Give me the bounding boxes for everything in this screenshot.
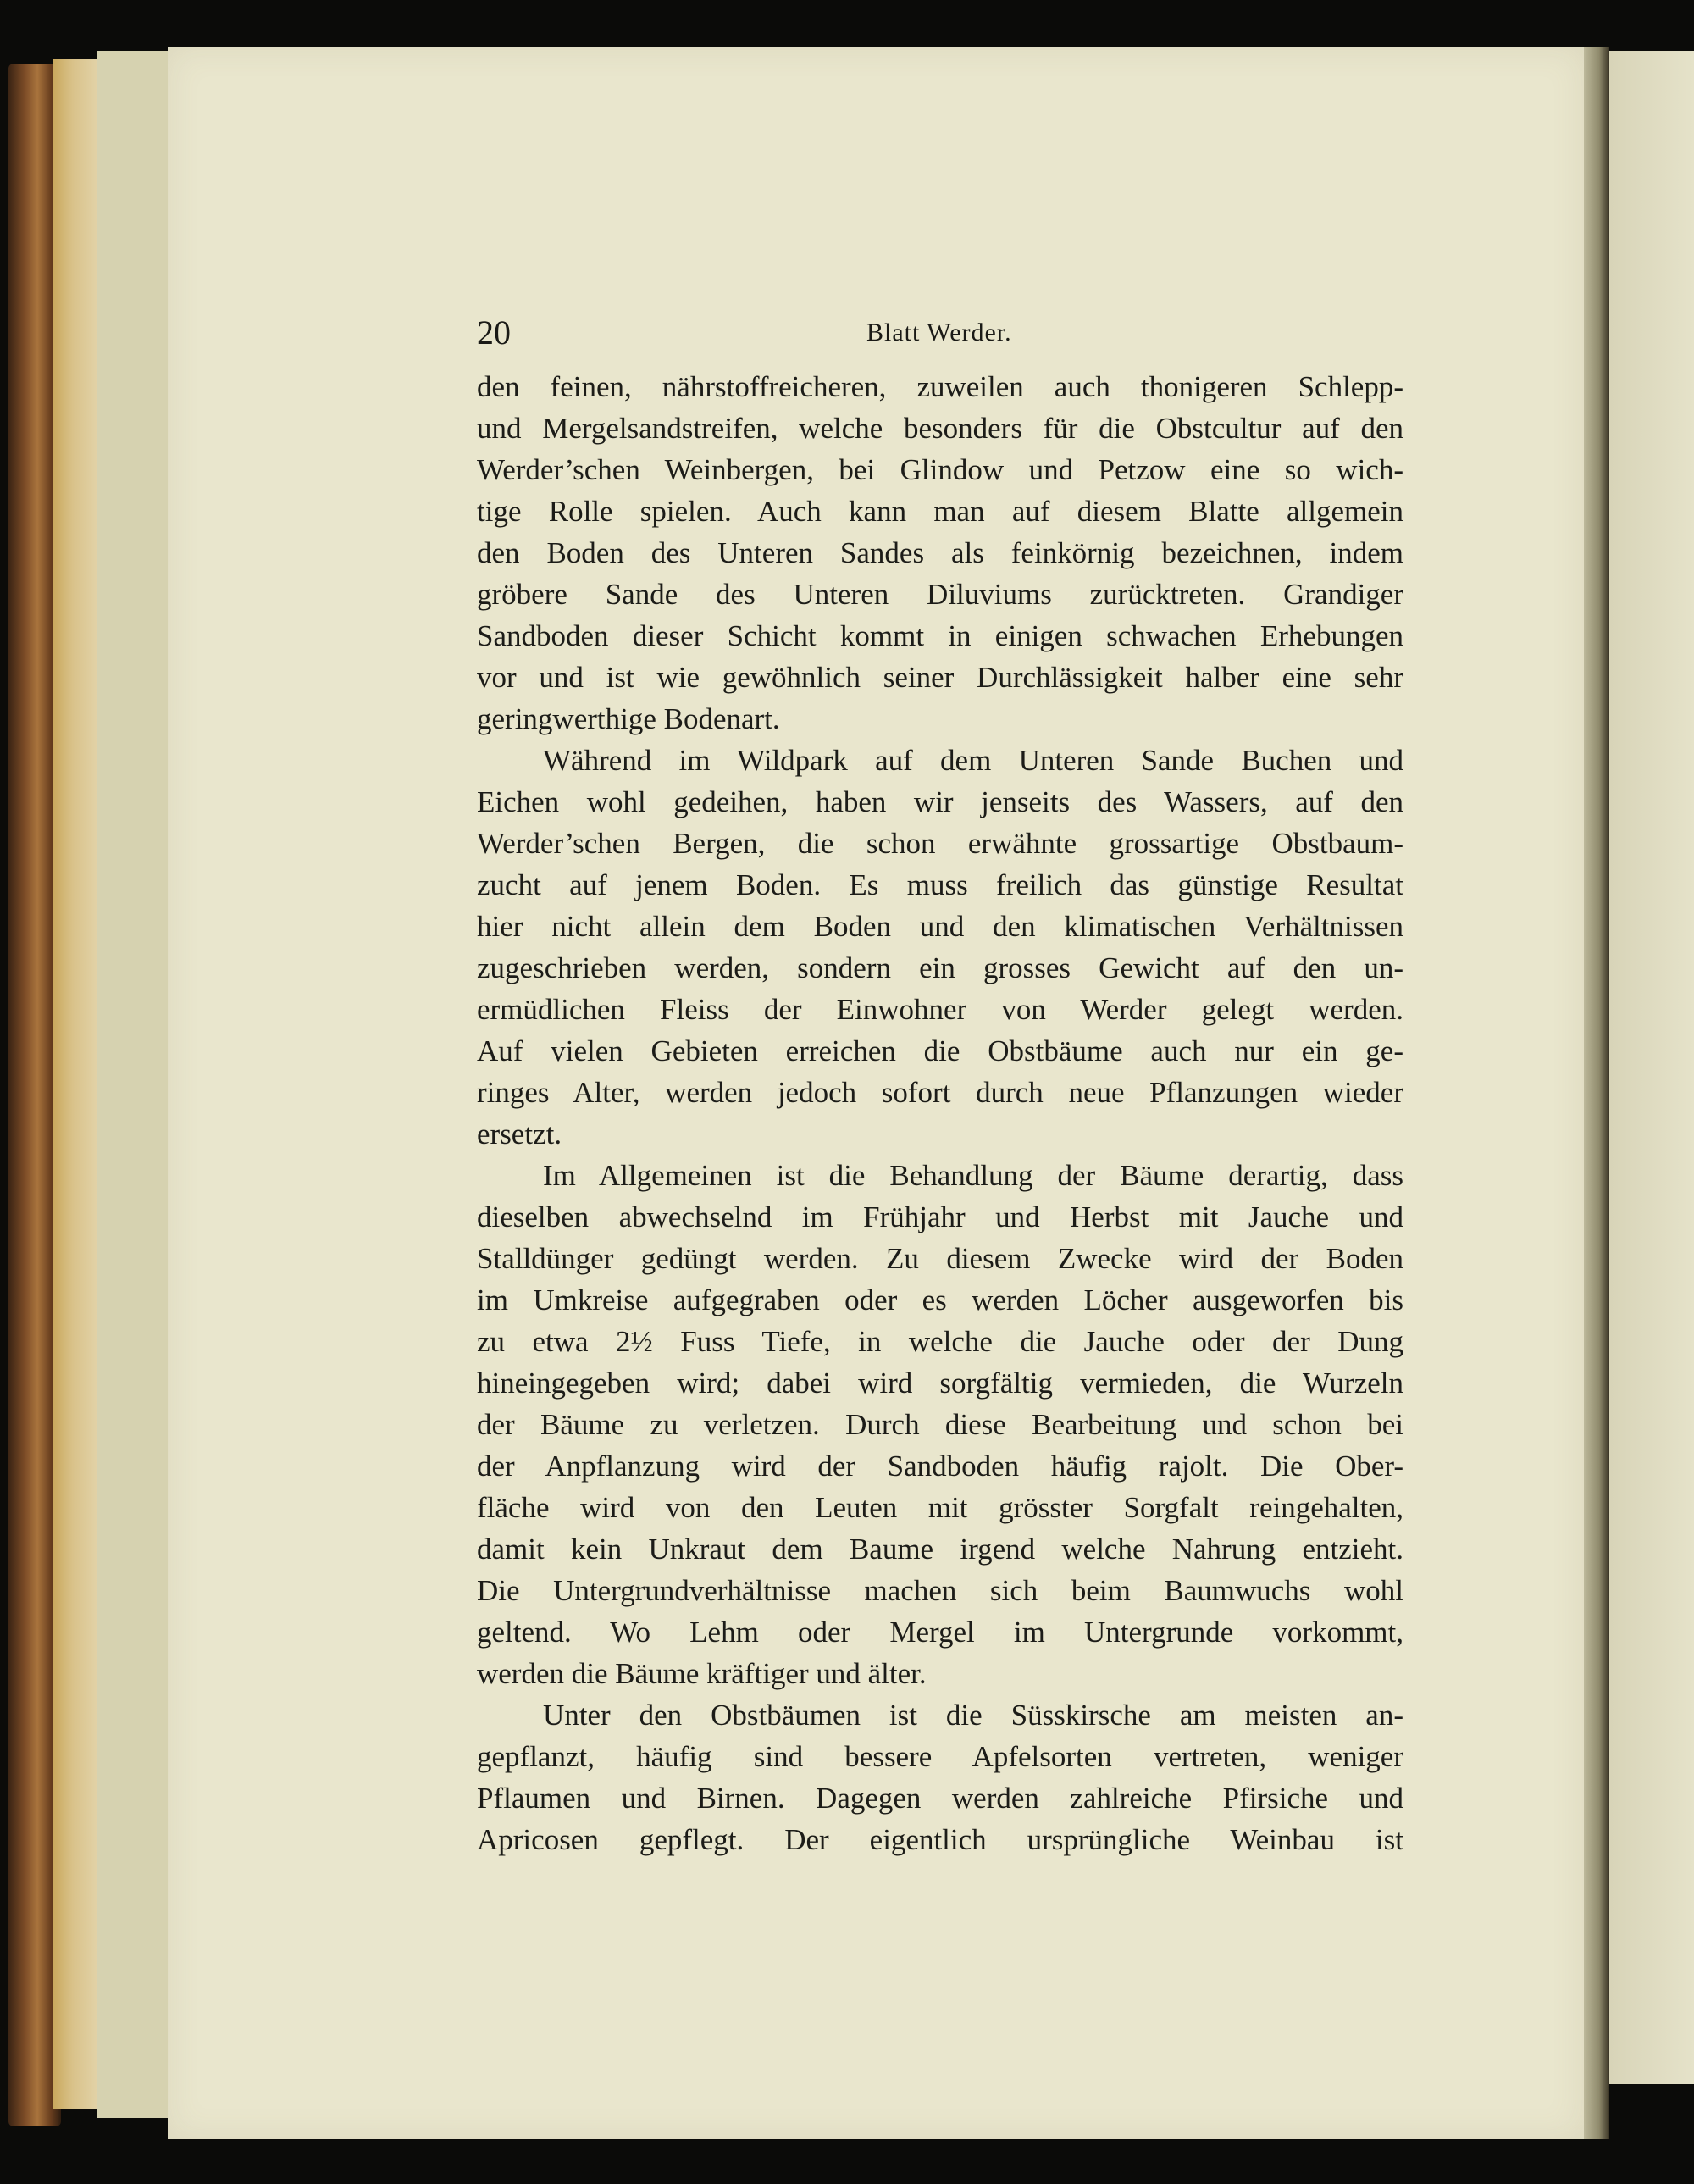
text-line: den feinen, nährstoffreicheren, zuweilen auch thonigeren Schlepp- — [477, 370, 1403, 403]
text-line: ermüdlichen Fleiss der Einwohner von Werder gelegt werden. — [477, 993, 1403, 1026]
page-gutter — [1584, 47, 1609, 2139]
text-line: Während im Wildpark auf dem Unteren Sande Buchen und — [543, 744, 1403, 777]
running-head: Blatt Werder. — [866, 319, 1012, 346]
text-line: geringwerthige Bodenart. — [477, 702, 780, 735]
text-line: damit kein Unkraut dem Baume irgend welche Nahrung entzieht. — [477, 1533, 1403, 1566]
text-line: Im Allgemeinen ist die Behandlung der Bäume derartig, dass — [543, 1159, 1403, 1192]
text-line: tige Rolle spielen. Auch kann man auf diesem Blatte allgemein — [477, 495, 1403, 528]
paragraph — [477, 1694, 1403, 1860]
text-line: zugeschrieben werden, sondern ein grosses Gewicht auf den un- — [477, 951, 1403, 984]
text-line: Eichen wohl gedeihen, haben wir jenseits des Wassers, auf den — [477, 785, 1403, 818]
page-number: 20 — [477, 313, 511, 352]
paragraph — [477, 366, 1403, 740]
text-line: gröbere Sande des Unteren Diluviums zurücktreten. Grandiger — [477, 578, 1403, 611]
text-line: hineingegeben wird; dabei wird sorgfältig vermieden, die Wurzeln — [477, 1366, 1403, 1400]
text-line: und Mergelsandstreifen, welche besonders für die Obstcultur auf den — [477, 412, 1403, 445]
text-line: hier nicht allein dem Boden und den klimatischen Verhältnissen — [477, 910, 1403, 943]
paragraph — [477, 1155, 1403, 1694]
text-line: dieselben abwechselnd im Frühjahr und Herbst mit Jauche und — [477, 1200, 1403, 1233]
page-header — [477, 308, 1409, 358]
text-line: Apricosen gepflegt. Der eigentlich ursprüngliche Weinbau ist — [477, 1823, 1403, 1856]
text-line: vor und ist wie gewöhnlich seiner Durchlässigkeit halber eine sehr — [477, 661, 1403, 694]
text-line: Pflaumen und Birnen. Dagegen werden zahlreiche Pfirsiche und — [477, 1782, 1403, 1815]
body-text — [477, 366, 1403, 1860]
text-line: gepflanzt, häufig sind bessere Apfelsorten vertreten, weniger — [477, 1740, 1403, 1773]
text-line: Die Untergrundverhältnisse machen sich beim Baumwuchs wohl — [477, 1574, 1403, 1607]
text-line: Auf vielen Gebieten erreichen die Obstbäume auch nur ein ge- — [477, 1034, 1403, 1067]
paragraph — [477, 740, 1403, 1155]
text-line: Stalldünger gedüngt werden. Zu diesem Zwecke wird der Boden — [477, 1242, 1403, 1275]
text-line: der Anpflanzung wird der Sandboden häufig rajolt. Die Ober- — [477, 1450, 1403, 1483]
text-line: Werder’schen Bergen, die schon erwähnte grossartige Obstbaum- — [477, 827, 1403, 860]
text-line: werden die Bäume kräftiger und älter. — [477, 1657, 927, 1690]
text-line: zu etwa 2½ Fuss Tiefe, in welche die Jauche oder der Dung — [477, 1325, 1403, 1358]
text-line: ersetzt. — [477, 1117, 562, 1150]
text-line: geltend. Wo Lehm oder Mergel im Untergrunde vorkommt, — [477, 1616, 1403, 1649]
text-line: Sandboden dieser Schicht kommt in einigen schwachen Erhebungen — [477, 619, 1403, 652]
text-line: im Umkreise aufgegraben oder es werden Löcher ausgeworfen bis — [477, 1283, 1403, 1316]
text-line: ringes Alter, werden jedoch sofort durch neue Pflanzungen wieder — [477, 1076, 1403, 1109]
page-edges — [53, 59, 103, 2109]
text-line: fläche wird von den Leuten mit grösster Sorgfalt reingehalten, — [477, 1491, 1403, 1524]
adjacent-page — [1609, 51, 1694, 2084]
text-line: Werder’schen Weinbergen, bei Glindow und Petzow eine so wich- — [477, 453, 1403, 486]
text-line: der Bäume zu verletzen. Durch diese Bearbeitung und schon bei — [477, 1408, 1403, 1441]
text-line: den Boden des Unteren Sandes als feinkörnig bezeichnen, indem — [477, 536, 1403, 569]
text-line: zucht auf jenem Boden. Es muss freilich das günstige Resultat — [477, 868, 1403, 901]
text-line: Unter den Obstbäumen ist die Süsskirsche am meisten an- — [543, 1699, 1403, 1732]
